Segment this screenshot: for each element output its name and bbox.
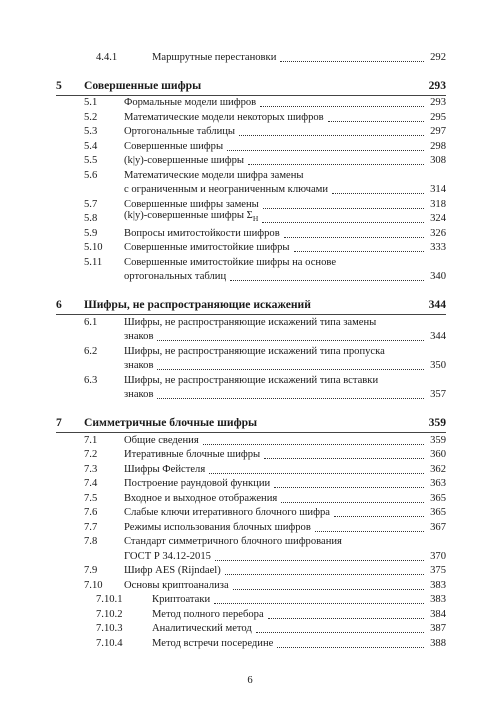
entry-number: 5.10 (84, 242, 103, 253)
entry-title: Совершенные имитостойкие шифры на основе (124, 256, 337, 268)
toc-entry-7-4[interactable] (56, 477, 446, 492)
entry-number: 7.10.4 (96, 637, 123, 649)
toc-entry-7-7[interactable] (56, 520, 446, 535)
entry-page: 292 (430, 51, 446, 63)
entry-title: Общие сведения (124, 434, 199, 446)
toc-entry-5-8[interactable] (56, 209, 446, 227)
entry-number: 6.2 (84, 345, 98, 357)
toc-chapter-6[interactable] (56, 296, 446, 312)
leader-dots (233, 588, 424, 590)
entry-page: 318 (430, 198, 446, 210)
toc-entry-5-10[interactable] (56, 241, 446, 256)
entry-number: 7.10 (84, 579, 103, 591)
leader-dots (294, 250, 425, 252)
entry-title: Итеративные блочные шифры (124, 449, 261, 460)
toc-entry-5-2[interactable] (56, 110, 446, 125)
toc-entry-7-10-4[interactable] (56, 636, 446, 651)
entry-title (124, 209, 258, 226)
entry-title: Шифры Фейстеля (124, 463, 206, 475)
entry-page: 365 (430, 492, 446, 504)
entry-number: 4.4.1 (96, 51, 118, 63)
toc-entry-7-1[interactable] (56, 433, 446, 448)
toc-entry-5-5[interactable] (56, 154, 446, 169)
leader-dots (262, 221, 424, 223)
entry-title: Шифры, не распространяющие искажений типа пропуска (124, 345, 385, 357)
entry-number: 7.10.3 (96, 623, 123, 634)
entry-number: 5.1 (84, 97, 98, 108)
entry-title: Криптоатаки (152, 594, 211, 605)
entry-page: 375 (430, 565, 446, 576)
entry-title-text: (k|y)-совершенные шифры Σ (124, 209, 253, 221)
entry-title: Шифр AES (Rijndael) (124, 565, 221, 576)
leader-dots (157, 368, 424, 370)
toc-entry-6-3[interactable] (56, 373, 446, 388)
toc-entry-7-9[interactable] (56, 564, 446, 579)
toc-entry-5-1[interactable] (56, 96, 446, 111)
leader-dots (315, 530, 424, 532)
chapter-title: Совершенные шифры (84, 78, 202, 92)
entry-number: 7.10.2 (96, 608, 123, 620)
chapter-title: Симметричные блочные шифры (84, 416, 258, 429)
leader-dots (256, 631, 424, 633)
chapter-page: 344 (428, 298, 446, 311)
chapter-title: Шифры, не распространяющие искажений (84, 298, 311, 311)
leader-dots (334, 515, 424, 517)
leader-dots (214, 602, 424, 604)
entry-title: Совершенные шифры (124, 140, 224, 152)
toc-entry-6-2-continued[interactable] (56, 359, 446, 374)
leader-dots (203, 443, 424, 445)
toc-entry-5-6-continued[interactable] (56, 183, 446, 198)
entry-page: 383 (430, 579, 446, 591)
leader-dots (268, 617, 424, 619)
chapter-number: 7 (56, 416, 62, 429)
entry-title: Основы криптоанализа (124, 579, 229, 591)
entry-page: 293 (430, 97, 446, 108)
entry-title: Математические модели шифра замены (124, 169, 304, 181)
leader-dots (248, 163, 424, 165)
toc-entry-6-3-continued[interactable] (56, 388, 446, 403)
entry-number: 7.6 (84, 507, 98, 518)
toc-entry-7-10-3[interactable] (56, 622, 446, 637)
leader-dots (284, 236, 424, 238)
entry-title: Маршрутные перестановки (152, 51, 277, 63)
page-number: 6 (247, 675, 253, 686)
entry-number: 7.9 (84, 565, 98, 576)
entry-number: 6.3 (84, 374, 98, 386)
entry-number: 5.11 (84, 256, 103, 268)
leader-dots (225, 573, 424, 575)
entry-number: 5.8 (84, 213, 98, 224)
entry-page: 333 (430, 242, 446, 253)
entry-number: 7.8 (84, 536, 98, 547)
leader-dots (280, 60, 424, 62)
chapter-number: 6 (56, 298, 62, 311)
leader-dots (157, 397, 424, 399)
leader-dots (264, 457, 424, 459)
entry-title: Совершенные имитостойкие шифры (124, 242, 290, 253)
entry-number: 5.9 (84, 227, 98, 239)
entry-title: Входное и выходное отображения (124, 492, 278, 504)
entry-title: Вопросы имитостойкости шифров (124, 227, 280, 239)
toc-chapter-5[interactable] (56, 77, 446, 93)
entry-title: (k|y)-совершенные шифры (124, 155, 245, 166)
entry-page: 324 (430, 213, 446, 224)
entry-page: 326 (430, 227, 446, 239)
entry-number: 7.10.1 (96, 594, 123, 605)
entry-number: 5.6 (84, 169, 98, 181)
entry-number: 7.7 (84, 521, 98, 533)
entry-number: 7.2 (84, 449, 98, 460)
leader-dots (274, 486, 424, 488)
entry-title: Метод полного перебора (152, 608, 264, 620)
entry-title-subscript: H (252, 214, 259, 223)
toc-entry-6-1[interactable] (56, 315, 446, 330)
toc-entry-7-10-1[interactable] (56, 593, 446, 608)
entry-page: 308 (430, 155, 446, 166)
toc-entry-7-6[interactable] (56, 506, 446, 521)
entry-page: 359 (430, 434, 446, 446)
toc-entry-6-2[interactable] (56, 344, 446, 359)
entry-number: 6.1 (84, 316, 98, 328)
entry-page: 387 (430, 623, 446, 634)
entry-title-continued: знаков (124, 360, 154, 371)
toc-entry-7-10-2[interactable] (56, 607, 446, 622)
leader-dots (263, 207, 424, 209)
entry-page: 298 (430, 140, 446, 152)
entry-title-continued: знаков (124, 389, 154, 400)
entry-page: 383 (430, 594, 446, 605)
leader-dots (157, 339, 424, 341)
entry-title: Совершенные шифры замены (124, 198, 259, 210)
entry-title: Режимы использования блочных шифров (124, 521, 311, 533)
toc-entry-5-3[interactable] (56, 125, 446, 140)
toc-entry-7-5[interactable] (56, 491, 446, 506)
toc-chapter-7[interactable] (56, 414, 446, 430)
toc-entry-7-10[interactable] (56, 578, 446, 593)
leader-dots (230, 279, 424, 281)
entry-page: 357 (430, 389, 446, 400)
entry-number: 7.4 (84, 478, 98, 489)
toc-entry-5-9[interactable] (56, 226, 446, 241)
toc-entry-5-4[interactable] (56, 139, 446, 154)
entry-title-continued: с ограниченным и неограниченным ключами (124, 184, 329, 195)
entry-title: Шифры, не распространяющие искажений типа вставки (124, 374, 379, 386)
entry-number: 5.2 (84, 111, 98, 123)
entry-page: 384 (430, 608, 446, 620)
entry-title-continued: ортогональных таблиц (124, 271, 227, 282)
entry-number: 5.4 (84, 140, 98, 152)
entry-title: Шифры, не распространяющие искажений типа замены (124, 316, 377, 328)
toc-entry-7-8[interactable] (56, 535, 446, 550)
chapter-page: 359 (428, 416, 446, 429)
entry-title-continued: знаков (124, 331, 154, 342)
leader-dots (332, 192, 424, 194)
entry-number: 7.1 (84, 434, 98, 446)
entry-title: Построение раундовой функции (124, 478, 271, 489)
entry-title: Формальные модели шифров (124, 97, 257, 108)
entry-number: 5.7 (84, 198, 98, 210)
entry-title: Слабые ключи итеративного блочного шифра (124, 507, 330, 518)
toc-entry-5-11[interactable] (56, 255, 446, 270)
leader-dots (260, 105, 424, 107)
leader-dots (239, 134, 424, 136)
entry-title-continued: ГОСТ Р 34.12-2015 (124, 550, 211, 562)
entry-title: Аналитический метод (152, 623, 252, 634)
entry-page: 367 (430, 521, 446, 533)
toc-entry-7-2[interactable] (56, 448, 446, 463)
entry-page: 362 (430, 463, 446, 475)
entry-title: Ортогональные таблицы (124, 126, 236, 137)
entry-page: 388 (430, 637, 446, 649)
leader-dots (227, 149, 424, 151)
table-of-contents (56, 50, 446, 651)
entry-page: 363 (430, 478, 446, 489)
toc-entry-7-8-continued[interactable] (56, 549, 446, 564)
entry-page: 295 (430, 111, 446, 123)
entry-page: 360 (430, 449, 446, 460)
entry-page: 344 (430, 331, 446, 342)
chapter-page: 293 (428, 78, 446, 92)
entry-title: Стандарт симметричного блочного шифрования (124, 536, 342, 547)
leader-dots (209, 472, 424, 474)
entry-number: 5.3 (84, 126, 98, 137)
entry-page: 297 (430, 126, 446, 137)
entry-number: 5.5 (84, 155, 98, 166)
toc-entry-4-4-1[interactable] (56, 50, 446, 65)
toc-entry-6-1-continued[interactable] (56, 330, 446, 345)
chapter-number: 5 (56, 78, 62, 92)
leader-dots (281, 501, 424, 503)
entry-page: 370 (430, 550, 446, 562)
toc-entry-5-6[interactable] (56, 168, 446, 183)
leader-dots (328, 120, 424, 122)
leader-dots (215, 559, 424, 561)
leader-dots (277, 646, 424, 648)
entry-title: Математические модели некоторых шифров (124, 111, 324, 123)
entry-page: 350 (430, 360, 446, 371)
toc-entry-5-11-continued[interactable] (56, 270, 446, 285)
entry-page: 314 (430, 184, 446, 195)
entry-title: Метод встречи посередине (152, 637, 274, 649)
entry-page: 340 (430, 271, 446, 282)
entry-number: 7.3 (84, 463, 98, 475)
entry-number: 7.5 (84, 492, 98, 504)
entry-page: 365 (430, 507, 446, 518)
toc-entry-7-3[interactable] (56, 462, 446, 477)
